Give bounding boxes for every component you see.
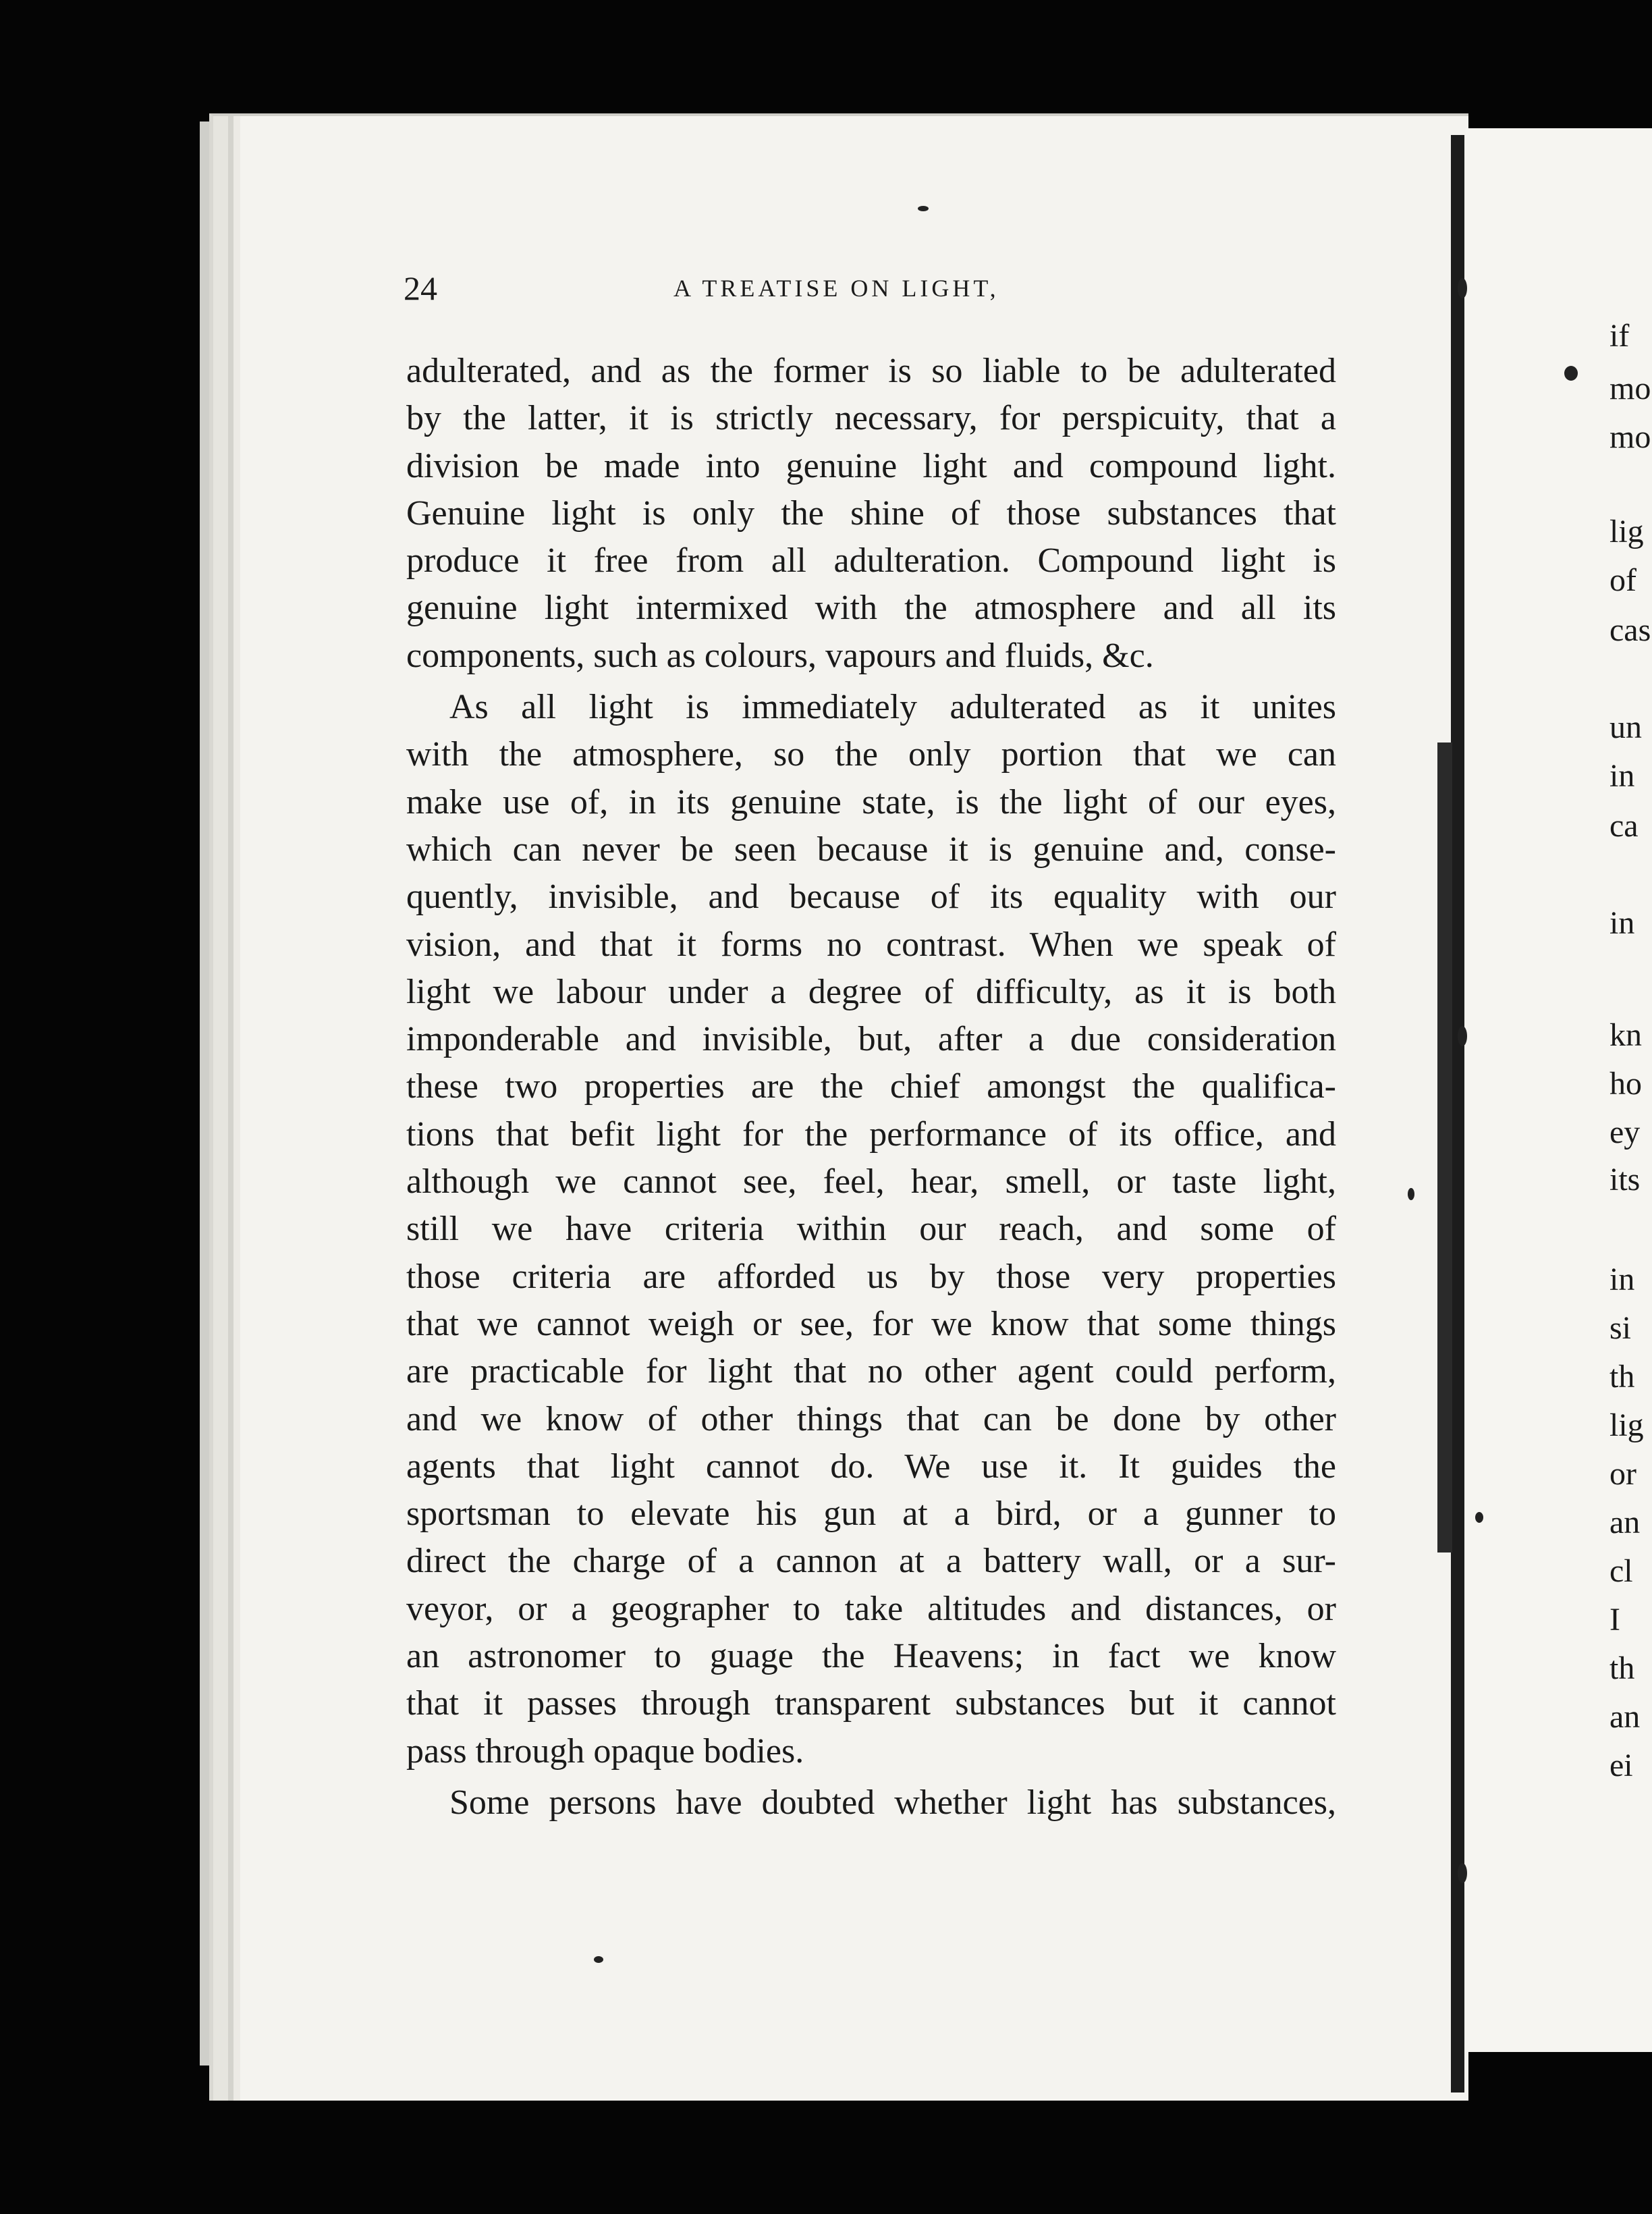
facing-text-fragment: th (1609, 1359, 1635, 1395)
facing-text-fragment: in (1609, 905, 1635, 941)
scan-speck (1458, 278, 1467, 298)
scan-speck (1408, 1188, 1414, 1200)
text-line: sportsman to elevate his gun at a bird, or a gunner to (406, 1494, 1336, 1534)
facing-text-fragment: an (1609, 1699, 1641, 1735)
text-line: As all light is immediately adulterated as it unites (449, 688, 1336, 727)
facing-text-fragment: mo (1609, 371, 1651, 406)
text-line: Genuine light is only the shine of those substances that (406, 493, 1336, 533)
facing-text-fragment: mo (1609, 419, 1651, 455)
facing-text-fragment: if (1609, 318, 1630, 354)
text-line: genuine light intermixed with the atmosphere and all its (406, 589, 1336, 628)
scan-speck (1458, 1863, 1467, 1883)
facing-text-fragment: un (1609, 709, 1642, 745)
facing-text-fragment: ca (1609, 808, 1639, 844)
facing-text-fragment: or (1609, 1456, 1636, 1492)
text-line: still we have criteria within our reach, and some of (406, 1210, 1336, 1249)
text-line: direct the charge of a cannon at a battery wall, or a sur- (406, 1542, 1336, 1581)
page-number: 24 (404, 269, 437, 307)
text-line: an astronomer to guage the Heavens; in fact we know (406, 1637, 1336, 1676)
facing-text-fragment: si (1609, 1310, 1632, 1346)
text-line: that we cannot weigh or see, for we know that some things (406, 1304, 1336, 1343)
text-line: are practicable for light that no other agent could perform, (406, 1352, 1336, 1391)
text-line: by the latter, it is strictly necessary, for perspicuity, that a (406, 399, 1336, 438)
text-line: those criteria are afforded us by those very properties (406, 1257, 1336, 1296)
facing-text-fragment: of (1609, 562, 1636, 598)
text-line: pass through opaque bodies. (406, 1731, 804, 1771)
facing-text-fragment: th (1609, 1650, 1635, 1686)
facing-text-fragment: I (1609, 1602, 1620, 1638)
text-line: produce it free from all adulteration. Compound light is (406, 541, 1336, 580)
facing-text-fragment: cl (1609, 1553, 1633, 1589)
facing-text-fragment: lig (1609, 1407, 1644, 1443)
text-line: vision, and that it forms no contrast. When we speak of (406, 925, 1336, 964)
text-line: imponderable and invisible, but, after a due consideration (406, 1020, 1336, 1059)
scan-speck (594, 1956, 603, 1963)
text-line: tions that befit light for the performance of its office, and (406, 1114, 1336, 1154)
facing-text-fragment: ey (1609, 1114, 1641, 1150)
facing-text-fragment: ho (1609, 1066, 1642, 1102)
running-title: A TREATISE ON LIGHT, (673, 275, 999, 302)
text-line: with the atmosphere, so the only portion that we can (406, 735, 1336, 774)
facing-text-fragment: ei (1609, 1748, 1633, 1783)
text-line: division be made into genuine light and compound light. (406, 446, 1336, 485)
text-line: Some persons have doubted whether light has substances, (449, 1783, 1336, 1822)
facing-text-fragment: kn (1609, 1017, 1642, 1053)
scan-speck (1458, 1026, 1467, 1046)
facing-text-fragment: lig (1609, 514, 1644, 549)
text-line: although we cannot see, feel, hear, smell, or taste light, (406, 1162, 1336, 1202)
scan-speck (1475, 1512, 1483, 1523)
text-line: components, such as colours, vapours and fluids, &c. (406, 636, 1154, 675)
text-line: which can never be seen because it is genuine and, conse- (406, 830, 1336, 869)
text-line: agents that light cannot do. We use it. It guides the (406, 1447, 1336, 1486)
book-gutter (1451, 135, 1464, 2092)
facing-text-fragment: an (1609, 1505, 1641, 1540)
facing-text-fragment: in (1609, 758, 1635, 794)
scan-speck (918, 206, 929, 211)
text-line: make use of, in its genuine state, is the light of our eyes, (406, 782, 1336, 821)
text-line: and we know of other things that can be done by other (406, 1399, 1336, 1438)
text-line: these two properties are the chief amongst the qualifica- (406, 1067, 1336, 1106)
text-line: quently, invisible, and because of its equality with our (406, 878, 1336, 917)
gutter-shadow (1437, 742, 1452, 1552)
body-text (406, 348, 1336, 1827)
facing-text-fragment: in (1609, 1262, 1635, 1297)
facing-text-fragment: cas (1609, 612, 1651, 648)
facing-text-fragment: its (1609, 1162, 1641, 1197)
text-line: light we labour under a degree of difficulty, as it is both (406, 972, 1336, 1011)
text-line: that it passes through transparent substances but it cannot (406, 1684, 1336, 1723)
scan-speck (1564, 366, 1578, 381)
text-line: adulterated, and as the former is so liable to be adulterated (406, 352, 1336, 390)
text-line: veyor, or a geographer to take altitudes and distances, or (406, 1589, 1336, 1628)
